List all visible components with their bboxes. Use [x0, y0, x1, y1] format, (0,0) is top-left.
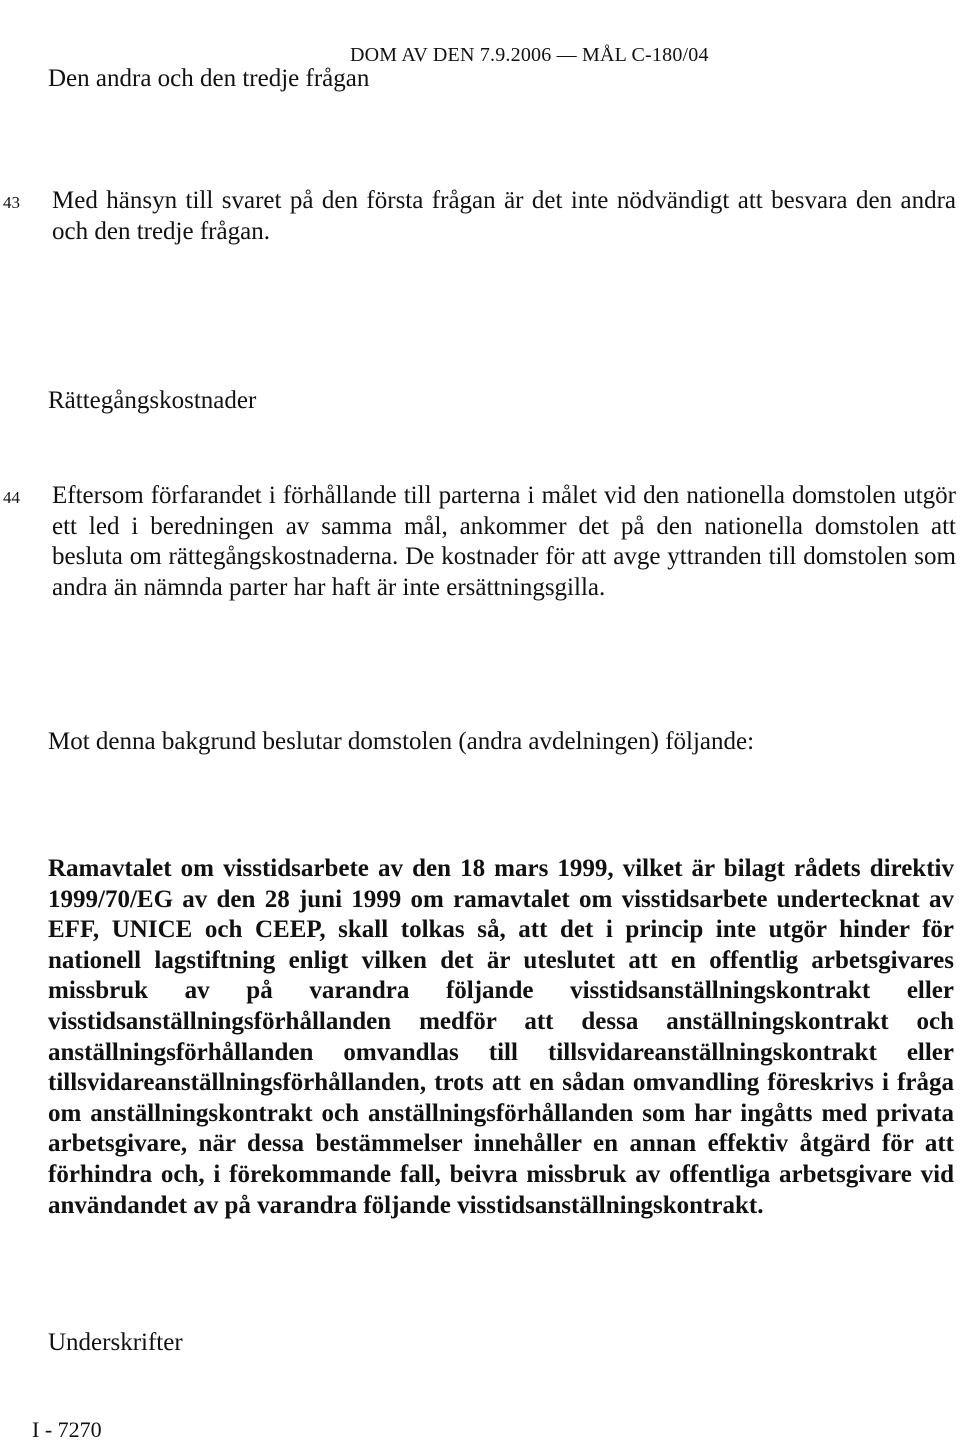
- page-number: I - 7270: [32, 1417, 102, 1442]
- paragraph-44-text: Eftersom förfarandet i förhållande till parterna i målet vid den nationella domstolen utgör ett led i beredningen av samma mål, ankommer det på den nationella domstolen att besluta om rättegångskostnaderna. De kostnader för att avge yttranden till domstolen som andra än nämnda parter har haft är inte ersättningsgilla.: [52, 482, 956, 601]
- section-heading-costs: Rättegångskostnader: [48, 387, 257, 414]
- paragraph-43-text: Med hänsyn till svaret på den första frågan är det inte nödvändigt att besvara den andra och den tredje frågan.: [52, 187, 956, 245]
- ruling-intro: Mot denna bakgrund beslutar domstolen (andra avdelningen) följande:: [48, 728, 755, 755]
- paragraph-number-43: 43: [3, 193, 20, 212]
- signatures-label: Underskrifter: [48, 1329, 183, 1356]
- ruling-text: Ramavtalet om visstidsarbete av den 18 mars 1999, vilket är bilagt rådets direktiv 1999/70/EG av den 28 juni 1999 om ramavtalet om visstidsarbete undertecknat av EFF, UNICE och CEEP, skall tolkas så, att det i princip inte utgör hinder för nationell lagstiftning enligt vilken det är uteslutet att en offentlig arbetsgivares missbruk av på varandra följande visstidsanställningskontrakt eller visstidsanställningsförhållanden medför att dessa anställningskontrakt och anställningsförhållanden omvandlas till tillsvidareanställningskontrakt eller tillsvidareanställningsförhållanden, trots att en sådan omvandling föreskrivs i fråga om anställningskontrakt och anställningsförhållanden som har ingåtts med privata arbetsgivare, när dessa bestämmelser innehåller en annan effektiv åtgärd för att förhindra och, i förekommande fall, beivra missbruk av offentliga arbetsgivare vid användandet av på varandra följande visstidsanställningskontrakt.: [48, 855, 954, 1219]
- section-heading-questions: Den andra och den tredje frågan: [48, 65, 370, 92]
- paragraph-number-44: 44: [3, 488, 20, 507]
- running-header: DOM AV DEN 7.9.2006 — MÅL C-180/04: [350, 44, 709, 66]
